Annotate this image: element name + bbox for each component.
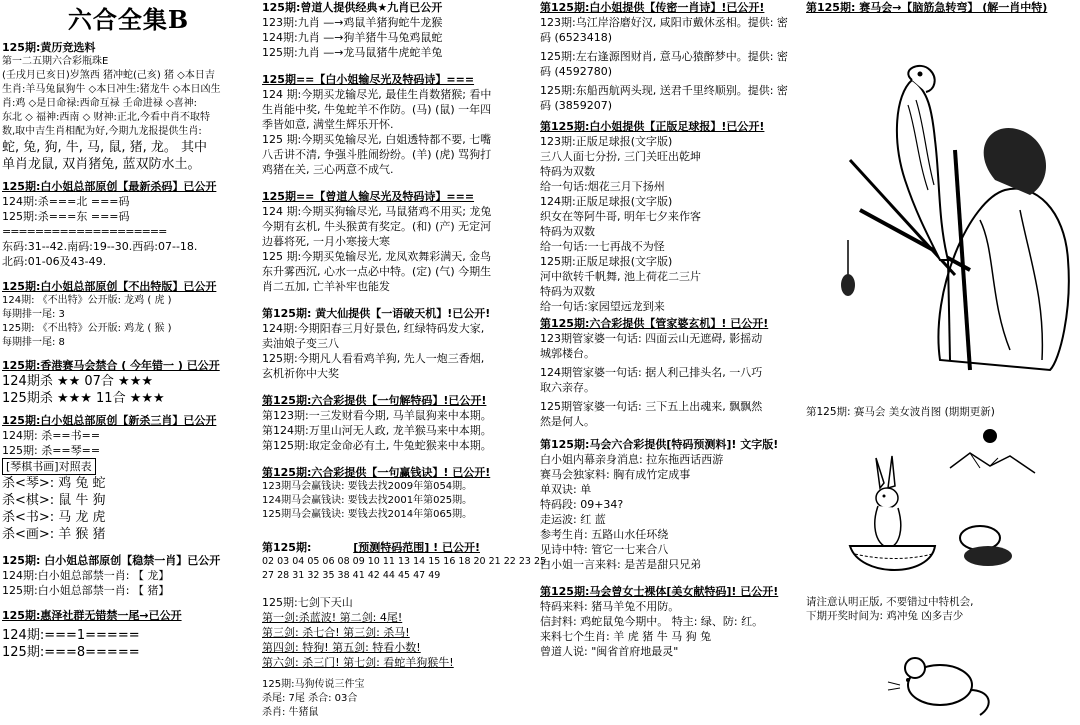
beauty-code-line: 曾道人说: "闽省首府地最灵": [540, 645, 679, 658]
football-paper-line: 给一句话:烟花三月下扬州: [540, 180, 665, 193]
notice-line: 请注意认明正版, 不要错过中特机会,: [806, 596, 974, 608]
nine-zodiac-line: 125期:九肖 —→龙马鼠猪牛虎蛇羊兔: [262, 46, 443, 59]
nine-zodiac-line: 124期:九肖 —→狗羊猪牛马兔鸡鼠蛇: [262, 31, 443, 44]
ban-tail-line: 125期:===8=====: [2, 645, 140, 660]
column-3: [540, 0, 800, 659]
bai-lose-poem-heading: 125期==【白小姐输尽光及特码诗】===: [262, 73, 475, 86]
huang-daxian-line: 卖油娘子变三八: [262, 337, 339, 350]
column-1: [2, 0, 255, 661]
forecast-line: 白小姐一言来料: 是苦是甜只兄弟: [540, 558, 702, 571]
ban-zodiac-line: 124期:白小姐总部禁一肖: 【 龙】: [2, 569, 170, 582]
ban-zodiac-line: 125期:白小姐总部禁一肖: 【 猪】: [2, 584, 170, 597]
secret-zodiac-line: 123期:乌江岸浴磨好汉, 咸阳市戴休丞相。提供: 密: [540, 16, 788, 29]
housekeeper-line: 然是何人。: [540, 415, 595, 428]
rabbit-illustration: [840, 428, 1040, 588]
ban-zodiac-heading: 125期: 白小姐总部原创【稳禁一肖】已公开: [2, 554, 221, 567]
bai-lose-poem-line: 125 期:今期买兔输尽光, 白姐透特都不要, 七嘴: [262, 133, 492, 146]
seven-swords-line: 第四剑: 特狗! 第五剑: 特看小数!: [262, 641, 421, 654]
football-paper-line: 给一句话:家园望远龙到来: [540, 300, 665, 313]
mouse-illustration: [880, 630, 1000, 720]
column-4: [806, 0, 1078, 15]
range-numbers: 27 28 31 32 35 38 41 42 44 45 47 49: [262, 570, 441, 581]
housekeeper-line: 124期管家婆一句话: 据人利己排头名, 一八巧: [540, 366, 763, 379]
kill-code-heading: 125期:白小姐总部原创【最新杀码】已公开: [2, 180, 217, 193]
football-paper-line: 给一句话:一七再战不为怪: [540, 240, 665, 253]
almanac-line: (壬戌月已亥日)岁煞西 猪冲蛇(己亥) 猪 ◇本日吉: [2, 70, 215, 81]
zeng-lose-poem-line: 东升雾西沉, 心水一点必中特。(定) (气) 今期生: [262, 265, 492, 278]
kill-code-range: 东码:31--42.南码:19--30.西码:07--18.: [2, 240, 198, 253]
almanac-line: 肖:鸡 ◇是日命禄:西命互禄 壬命进禄 ◇喜神:: [2, 98, 198, 109]
three-zodiac-line: 124期: 杀==书==: [2, 429, 101, 442]
bai-lose-poem-line: 鸡猪在关, 三心两意不成气.: [262, 163, 394, 176]
forecast-line: 特码段: 09+34?: [540, 498, 624, 511]
almanac-line: 蛇, 兔, 狗, 牛, 马, 鼠, 猪, 龙。 其中: [2, 140, 207, 155]
range-heading-period: 第125期:: [262, 541, 312, 554]
forecast-line: 见诗中特: 管它一七来合八: [540, 543, 669, 556]
zodiac-table-row: 杀<书>: 马 龙 虎: [2, 510, 106, 525]
huang-daxian-line: 125期:今期凡人看看鸡羊狗, 先人一炮三香烟,: [262, 352, 485, 365]
no-special-line: 每期排一尾: 8: [2, 337, 65, 348]
column-4-notice: [806, 595, 1078, 623]
housekeeper-line: 123期管家婆一句话: 四面云山无遮碍, 影摇动: [540, 332, 763, 345]
football-paper-line: 河中欲转千帆舞, 池上荷花二三片: [540, 270, 701, 283]
three-zodiac-line: 125期: 杀==琴==: [2, 444, 101, 457]
huang-daxian-line: 124期:今期阳春三月好景色, 红绿特码发大家,: [262, 322, 485, 335]
secret-zodiac-line: 码 (4592780): [540, 65, 613, 78]
football-paper-line: 124期:正版足球报(文字版): [540, 195, 673, 208]
no-special-line: 124期: 《不出特》公开版: 龙鸡 ( 虎 ): [2, 295, 172, 306]
huang-daxian-line: 玄机祈你中大奖: [262, 367, 339, 380]
one-sentence-line: 第125期:取定金命必有土, 牛兔蛇猴来中本期。: [262, 439, 492, 452]
zeng-lose-poem-line: 边暮将死, 一月小寒接大寒: [262, 235, 390, 248]
beauty-code-line: 来料七个生肖: 羊 虎 猪 牛 马 狗 兔: [540, 630, 712, 643]
no-special-heading: 125期:白小姐总部原创【不出特版】已公开: [2, 280, 217, 293]
beauty-code-line: 特码来料: 猪马羊兔不用防。: [540, 600, 680, 613]
housekeeper-line: 城郭楼台。: [540, 347, 595, 360]
hk-jockey-heading: 125期:香港赛马会禁合 ( 今年错一 ) 已公开: [2, 359, 220, 372]
housekeeper-heading: 第125期:六合彩提供【管家婆玄机】! 已公开!: [540, 317, 769, 330]
parrot-illustration: [820, 60, 1075, 380]
zodiac-table-row: 杀<棋>: 鼠 牛 狗: [2, 493, 106, 508]
secret-zodiac-line: 125期:东船西航两头现, 送君千里终顺别。提供: 密: [540, 84, 788, 97]
hk-jockey-line: 125期杀 ★★★ 11合 ★★★: [2, 391, 165, 406]
zeng-lose-poem-line: 肖二五加, 亡羊补牢也能发: [262, 280, 390, 293]
beauty-wave-heading: 第125期: 赛马会 美女波肖图 (期期更新): [806, 406, 995, 418]
secret-zodiac-line: 码 (6523418): [540, 31, 613, 44]
football-paper-line: 125期:正版足球报(文字版): [540, 255, 673, 268]
bai-lose-poem-line: 生肖能中奖, 牛兔蛇羊不作防。(马) (鼠) 一年四: [262, 103, 492, 116]
brain-teaser-heading: 第125期: 赛马会→【脑筋急转弯】 (解一肖中特): [806, 1, 1048, 14]
bai-lose-poem-line: 八舌讲不清, 争强斗胜闹纷纷。(羊) (虎) 骂狗打: [262, 148, 492, 161]
bai-lose-poem-line: 季皆如意, 满堂生辉乐开怀.: [262, 118, 394, 131]
zeng-lose-poem-line: 今期有玄机, 牛头猴黄有奖定。(和) (产) 无定河: [262, 220, 492, 233]
zodiac-table-row: 杀<琴>: 鸡 兔 蛇: [2, 476, 106, 491]
range-heading-title: [预测特码范围] ! 已公开!: [353, 541, 480, 554]
almanac-heading: 125期:黄历竞选料: [2, 41, 96, 54]
win-money-line: 124期马会赢钱诀: 要钱去找2001年第025期。: [262, 495, 473, 506]
three-treasures-line: 杀肖: 牛猪鼠: [262, 707, 319, 718]
football-paper-line: 织女在等阿牛哥, 明年七夕来作客: [540, 210, 701, 223]
zeng-lose-poem-line: 125 期:今期买兔输尽光, 龙凤欢舞彩满天, 金鸟: [262, 250, 492, 263]
huang-daxian-heading: 第125期: 黄大仙提供【一语破天机】!已公开!: [262, 307, 491, 320]
kill-code-line: 125期:杀===东 ===码: [2, 210, 130, 223]
seven-swords-line: 第一剑:杀蓝波! 第二剑: 4尾!: [262, 611, 403, 624]
secret-zodiac-line: 125期:左右逢源图财肖, 意马心猿醉梦中。提供: 密: [540, 50, 788, 63]
almanac-line: 生肖:羊马兔鼠狗牛 ◇本日冲生:猪龙牛 ◇本日凶生: [2, 84, 221, 95]
no-special-line: 125期: 《不出特》公开版: 鸡龙 ( 猴 ): [2, 323, 172, 334]
bai-lose-poem-line: 124 期:今期买龙输尽光, 最佳生肖数猪猴; 看中: [262, 88, 492, 101]
almanac-line: 第一二五期六合彩瓶珠E: [2, 56, 109, 67]
almanac-line: 数,取中吉生肖相配为好,今期九龙报提供生肖:: [2, 126, 202, 137]
forecast-line: 单双诀: 单: [540, 483, 592, 496]
win-money-heading: 第125期:六合彩提供【一句赢钱诀】! 已公开!: [262, 466, 491, 479]
zodiac-table-row: 杀<画>: 羊 猴 猪: [2, 527, 106, 542]
secret-zodiac-heading: 第125期:白小姐提供【传密一肖诗】!已公开!: [540, 1, 765, 14]
win-money-line: 125期马会赢钱诀: 要钱去找2014年第065期。: [262, 509, 473, 520]
forecast-line: 参考生肖: 五路山水任环绕: [540, 528, 669, 541]
football-paper-heading: 第125期:白小姐提供【正版足球报】!已公开!: [540, 120, 765, 133]
football-paper-line: 123期:正版足球报(文字版): [540, 135, 673, 148]
one-sentence-heading: 第125期:六合彩提供【一句解特码】!已公开!: [262, 394, 487, 407]
one-sentence-line: 第123期:一三发财看今期, 马羊鼠狗来中本期。: [262, 409, 492, 422]
kill-code-range: 北码:01-06及43-49.: [2, 255, 107, 268]
three-treasures-heading: 125期:马狗传说三件宝: [262, 679, 365, 690]
football-paper-line: 特码为双数: [540, 225, 595, 238]
one-sentence-line: 第124期:万里山河无人政, 龙羊猴马来中本期。: [262, 424, 492, 437]
three-zodiac-heading: 125期:白小姐总部原创【新杀三肖】已公开: [2, 414, 217, 427]
forecast-line: 赛马会独家料: 胸有成竹定成事: [540, 468, 691, 481]
qin-qi-shu-hua-label: [2, 458, 255, 475]
zeng-lose-poem-heading: 125期==【曾道人输尽光及特码诗】===: [262, 190, 475, 203]
notice-line: 下期开奖时间为: 鸡冲兔 凶多吉少: [806, 610, 964, 622]
range-numbers: 02 03 04 05 06 08 09 10 11 13 14 15 16 18 20 21 22 23 25: [262, 556, 547, 567]
housekeeper-line: 125期管家婆一句话: 三下五上出魂来, 飘飘然: [540, 400, 763, 413]
no-special-line: 每期排一尾: 3: [2, 309, 65, 320]
column-2: [262, 0, 547, 720]
beauty-code-line: 信封料: 鸡蛇鼠兔今期中。 特主: 绿、防: 红。: [540, 615, 764, 628]
range-heading: [262, 540, 532, 555]
nine-zodiac-heading: 125期:曾道人提供经典★九肖已公开: [262, 1, 443, 14]
separator: ====================: [2, 225, 167, 238]
win-money-line: 123期马会赢钱诀: 要钱去找2009年第054期。: [262, 481, 473, 492]
kill-code-line: 124期:杀===北 ===码: [2, 195, 130, 208]
football-paper-line: 三八人面七分扮, 三门关旺出乾坤: [540, 150, 701, 163]
forecast-line: 白小姐内幕亲身消息: 拉东拖西话西游: [540, 453, 724, 466]
column-4-lower: [806, 405, 1078, 420]
three-treasures-line: 杀尾: 7尾 杀合: 03合: [262, 693, 358, 704]
beauty-code-heading: 第125期:马会曾女士裸体[美女献特码]! 已公开!: [540, 585, 779, 598]
forecast-heading: 第125期:马会六合彩提供[特码预测料]! 文字版!: [540, 438, 779, 451]
football-paper-line: 特码为双数: [540, 165, 595, 178]
almanac-line: 单肖龙鼠, 双肖猪兔, 蓝双防水土。: [2, 157, 201, 172]
forecast-line: 走运波: 红 蓝: [540, 513, 606, 526]
page-title: 六合全集B: [67, 5, 190, 34]
seven-swords-heading: 125期:七剑下天山: [262, 596, 353, 609]
seven-swords-line: 第六剑: 杀三门! 第七剑: 看蛇羊狗猴牛!: [262, 656, 454, 669]
ban-tail-line: 124期:===1=====: [2, 628, 140, 643]
football-paper-line: 特码为双数: [540, 285, 595, 298]
seven-swords-line: 第三剑: 杀七合! 第三剑: 杀马!: [262, 626, 410, 639]
qin-qi-shu-hua-box: [琴棋书画]对照表: [2, 458, 96, 475]
ban-tail-heading: 125期:惠泽社群无错禁一尾→已公开: [2, 609, 182, 622]
nine-zodiac-line: 123期:九肖 —→鸡鼠羊猪狗蛇牛龙猴: [262, 16, 443, 29]
zeng-lose-poem-line: 124 期:今期买狗输尽光, 马鼠猪鸡不用买; 龙兔: [262, 205, 492, 218]
housekeeper-line: 取六亲存。: [540, 381, 595, 394]
secret-zodiac-line: 码 (3859207): [540, 99, 613, 112]
almanac-line: 东北 ◇ 福神:西南 ◇ 财神:正北,今看中肖不取特: [2, 112, 211, 123]
hk-jockey-line: 124期杀 ★★ 07合 ★★★: [2, 374, 154, 389]
